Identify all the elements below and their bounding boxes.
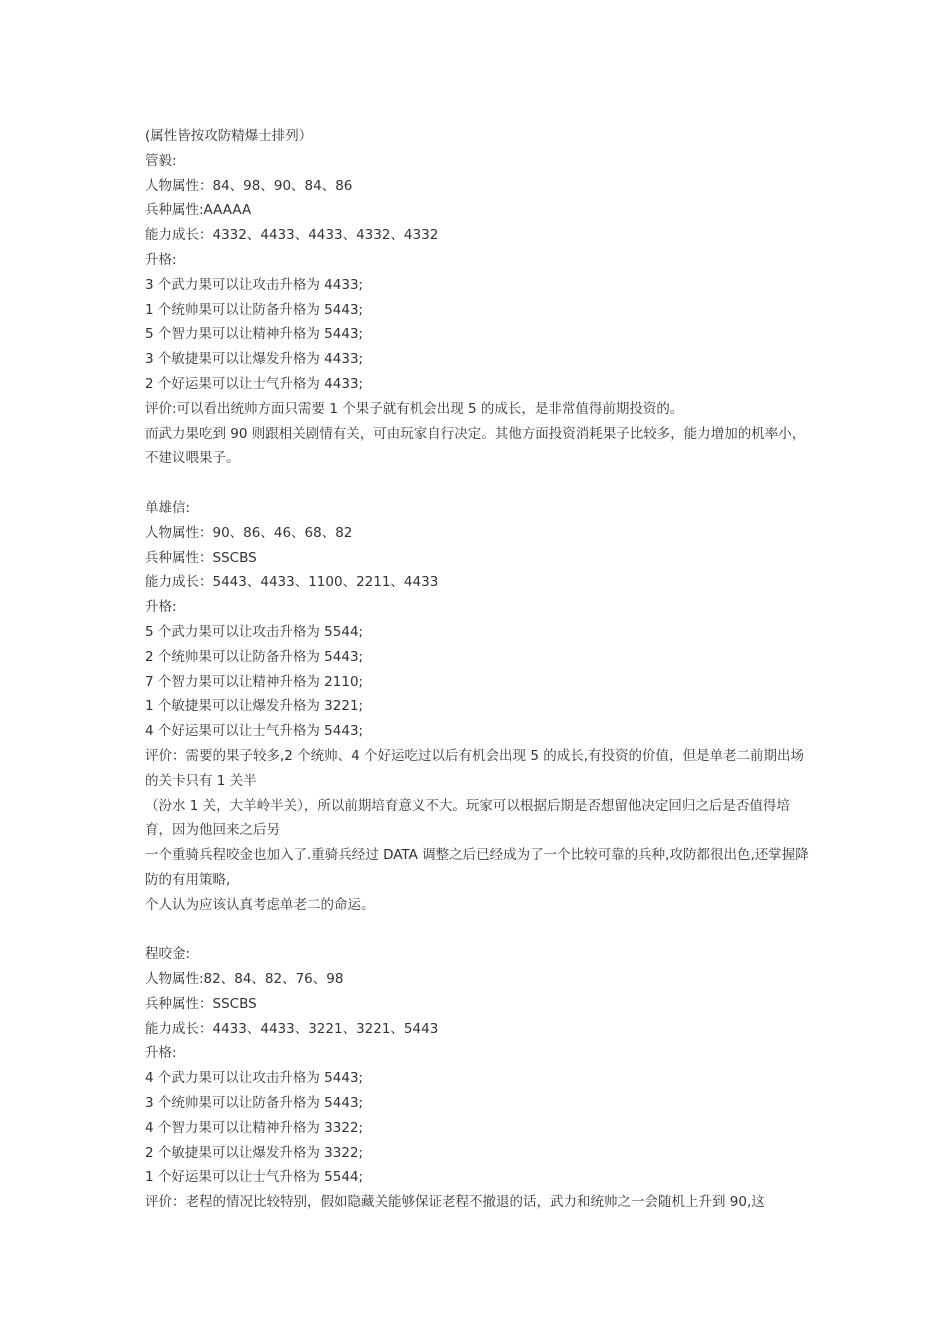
upgrade-item: 5 个武力果可以让攻击升格为 5544; [145,623,364,640]
upgrade-item: 4 个好运果可以让士气升格为 5443; [145,723,364,740]
review-text: 个人认为应该认真考虑单老二的命运。 [145,896,375,913]
upgrade-heading: 升格: [145,251,177,268]
upgrade-item: 1 个敏捷果可以让爆发升格为 3221; [145,698,364,715]
unit-attributes: 兵种属性:AAAAA [145,202,252,219]
review-text: 而武力果吃到 90 则跟相关剧情有关，可由玩家自行决定。其他方面投资消耗果子比较多，能力增加的机率小，不建议喂果子。 [145,425,806,467]
review-text: 一个重骑兵程咬金也加入了.重骑兵经过 DATA 调整之后已经成为了一个比较可靠的兵种,攻防都很出色,还掌握降防的有用策略, [145,847,809,888]
upgrade-item: 4 个武力果可以让攻击升格为 5443; [145,1070,364,1087]
upgrade-item: 2 个好运果可以让士气升格为 4433; [145,375,364,392]
upgrade-item: 1 个统帅果可以让防备升格为 5443; [145,301,364,318]
character-attributes: 人物属性：90、86、46、68、82 [145,524,353,541]
unit-attributes: 兵种属性：SSCBS [145,995,257,1012]
upgrade-item: 3 个武力果可以让攻击升格为 4433; [145,276,364,293]
review-text: （汾水 1 关，大羊岭半关），所以前期培育意义不大。玩家可以根据后期是否想留他决定回归之后是否值得培育，因为他回来之后另 [145,797,790,839]
character-name: 单雄信: [145,499,191,516]
upgrade-item: 2 个统帅果可以让防备升格为 5443; [145,648,364,665]
upgrade-heading: 升格: [145,1045,177,1062]
upgrade-heading: 升格: [145,599,177,616]
blank-line [145,471,813,496]
upgrade-item: 3 个统帅果可以让防备升格为 5443; [145,1095,364,1112]
growth-values: 能力成长：4332、4433、4433、4332、4332 [145,227,439,244]
growth-values: 能力成长：4433、4433、3221、3221、5443 [145,1020,439,1037]
growth-values: 能力成长：5443、4433、1100、2211、4433 [145,574,439,591]
upgrade-item: 1 个好运果可以让士气升格为 5544; [145,1169,364,1186]
character-attributes: 人物属性:82、84、82、76、98 [145,971,344,988]
upgrade-item: 2 个敏捷果可以让爆发升格为 3322; [145,1144,364,1161]
character-attributes: 人物属性：84、98、90、84、86 [145,177,353,194]
review-text: 评价：需要的果子较多,2 个统帅、4 个好运吃过以后有机会出现 5 的成长,有投资的价值，但是单老二前期出场的关卡只有 1 关半 [145,747,805,789]
review-text: 评价：老程的情况比较特别，假如隐藏关能够保证老程不撤退的话，武力和统帅之一会随机上升到 90,这 [145,1194,765,1211]
intro-note: (属性皆按攻防精爆士排列） [145,128,313,144]
character-name: 管毅: [145,152,177,169]
upgrade-item: 7 个智力果可以让精神升格为 2110; [145,673,364,690]
unit-attributes: 兵种属性：SSCBS [145,549,257,566]
character-name: 程咬金: [145,946,191,963]
document-body [145,124,813,1215]
review-text: 评价:可以看出统帅方面只需要 1 个果子就有机会出现 5 的成长，是非常值得前期投资的。 [145,400,684,417]
blank-line [145,918,813,943]
upgrade-item: 4 个智力果可以让精神升格为 3322; [145,1119,364,1136]
upgrade-item: 5 个智力果可以让精神升格为 5443; [145,326,364,343]
upgrade-item: 3 个敏捷果可以让爆发升格为 4433; [145,351,364,368]
